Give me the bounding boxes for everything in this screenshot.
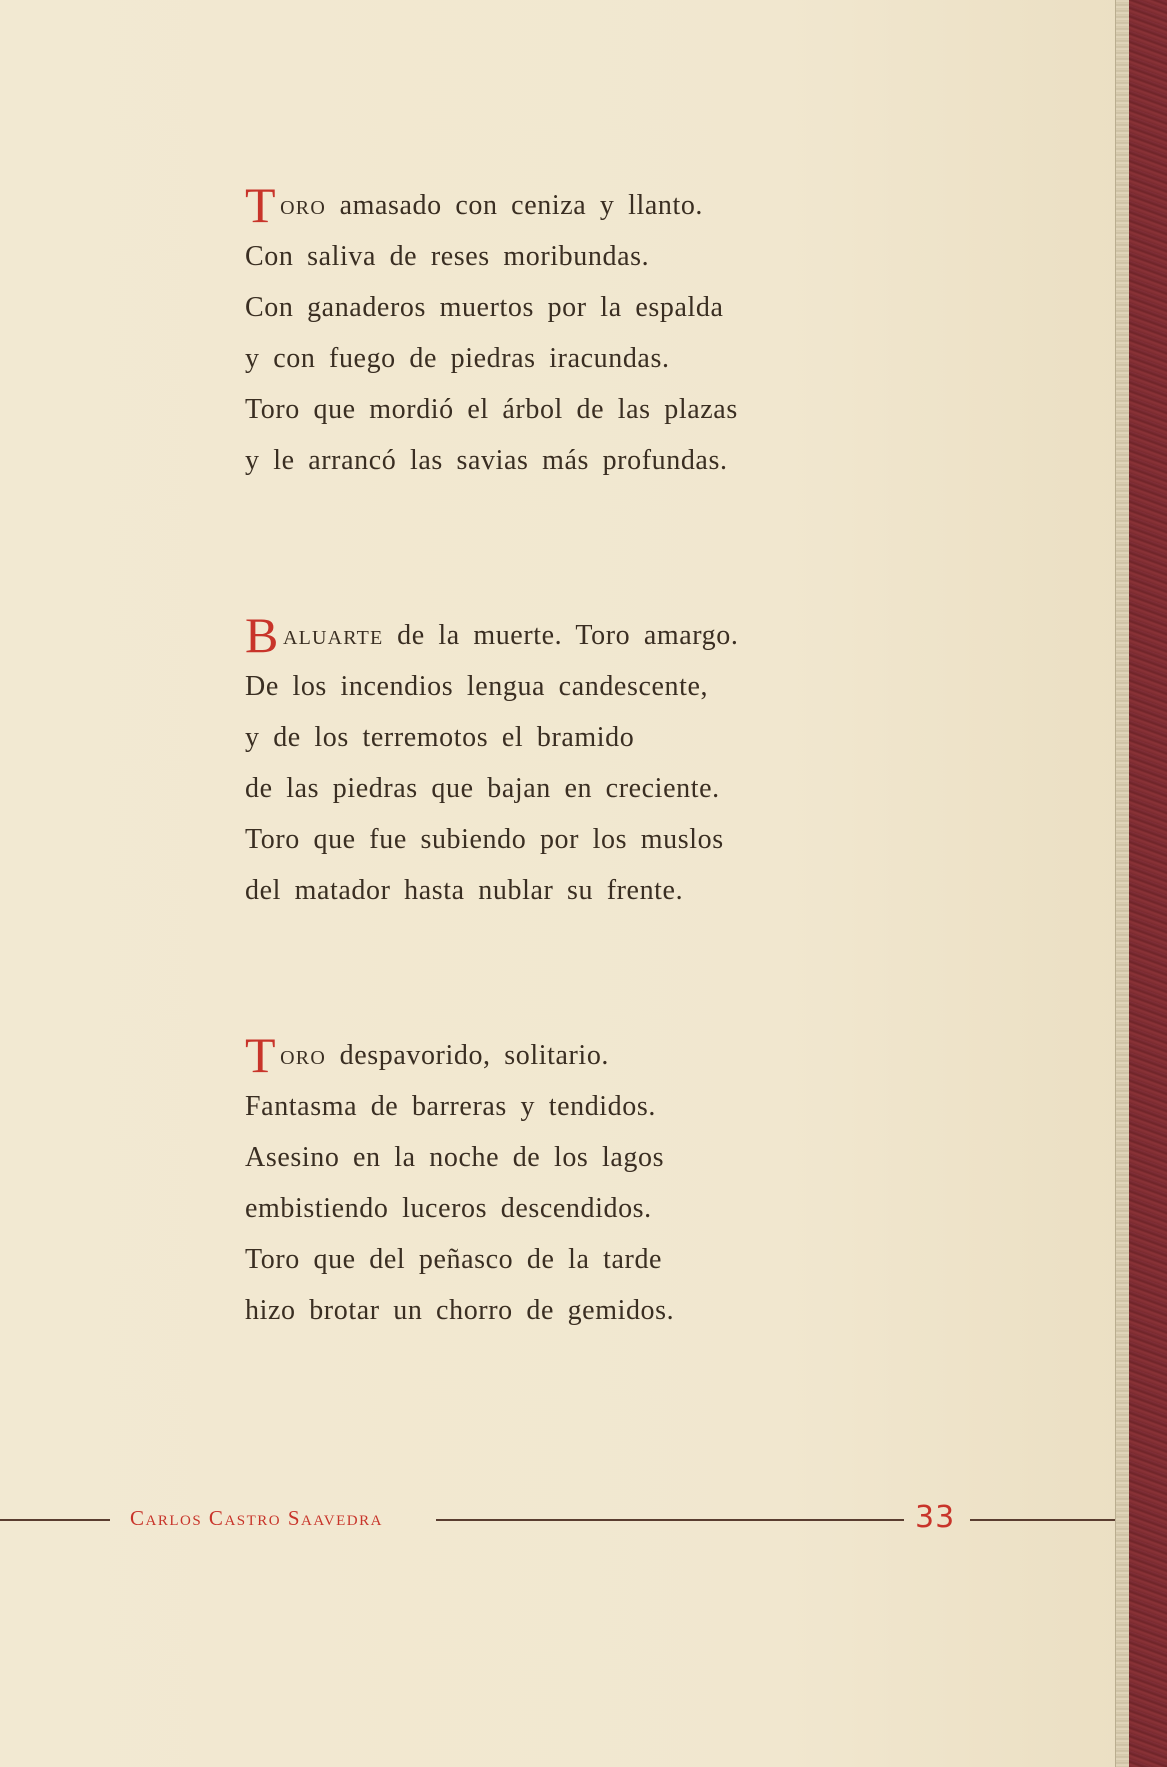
stanza-first-line xyxy=(245,1027,885,1083)
verse-line: hizo brotar un chorro de gemidos. xyxy=(245,1295,675,1326)
stanza-first-line xyxy=(245,607,885,663)
verse-line: Toro que fue subiendo por los muslos xyxy=(245,824,724,855)
footer-rule-right xyxy=(970,1519,1118,1521)
verse-line: Asesino en la noche de los lagos xyxy=(245,1142,665,1173)
verse-line: Toro que del peñasco de la tarde xyxy=(245,1244,663,1275)
stanza-2 xyxy=(245,607,885,916)
stanza-3 xyxy=(245,1027,885,1336)
verse-line: embistiendo luceros descendidos. xyxy=(245,1193,652,1224)
first-line-text: despavorido, solitario. xyxy=(339,1040,610,1071)
footer-rule-middle xyxy=(436,1519,904,1521)
stanza-first-line xyxy=(245,177,885,233)
verse-line: y de los terremotos el bramido xyxy=(245,722,635,753)
author-name: Carlos Castro Saavedra xyxy=(130,1506,383,1530)
verse-line: y con fuego de piedras iracundas. xyxy=(245,343,670,374)
drop-cap: T xyxy=(245,1027,277,1083)
verse-line: y le arrancó las savias más profundas. xyxy=(245,445,728,476)
stanza-1 xyxy=(245,177,885,486)
verse-line: Con saliva de reses moribundas. xyxy=(245,241,650,272)
first-line-text: de la muerte. Toro amargo. xyxy=(397,620,739,651)
lead-word: aluarte xyxy=(282,620,384,651)
verse-line: del matador hasta nublar su frente. xyxy=(245,875,684,906)
drop-cap: T xyxy=(245,177,277,233)
verse-line: de las piedras que bajan en creciente. xyxy=(245,773,720,804)
footer-rule-left xyxy=(0,1519,110,1521)
page-number: 33 xyxy=(915,1500,956,1535)
first-line-text: amasado con ceniza y llanto. xyxy=(339,190,704,221)
verse-line: De los incendios lengua candescente, xyxy=(245,671,709,702)
lead-word: oro xyxy=(280,1040,326,1071)
lead-word: oro xyxy=(280,190,326,221)
verse-line: Con ganaderos muertos por la espalda xyxy=(245,292,724,323)
verse-line: Toro que mordió el árbol de las plazas xyxy=(245,394,738,425)
drop-cap: B xyxy=(245,607,279,663)
page-footer xyxy=(0,1500,1125,1540)
verse-line: Fantasma de barreras y tendidos. xyxy=(245,1091,656,1122)
book-cover-spine xyxy=(1129,0,1167,1767)
page-edges xyxy=(1115,0,1130,1767)
